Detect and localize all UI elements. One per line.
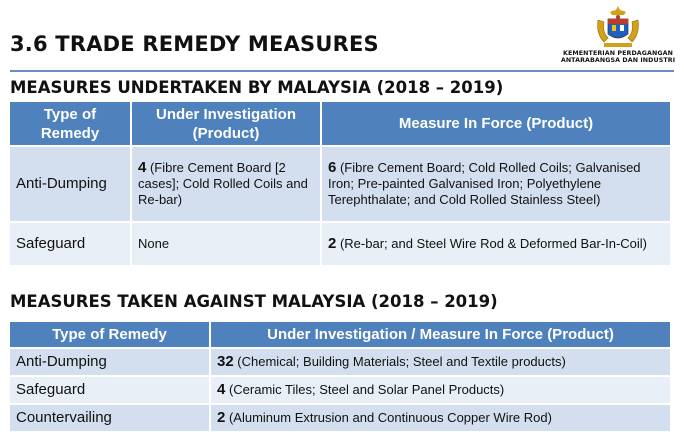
table-row — [9, 222, 671, 266]
table-header-row — [9, 101, 671, 146]
in-force-cell — [321, 222, 671, 266]
count-value: 2 — [217, 409, 226, 426]
product-text: (Re-bar; and Steel Wire Rod & Deformed Bar-In-Coil) — [336, 236, 648, 251]
detail-cell — [210, 348, 671, 376]
remedy-cell: Safeguard — [9, 376, 210, 404]
investigation-cell — [131, 146, 321, 222]
section-divider — [10, 70, 674, 72]
count-value: 4 — [217, 381, 226, 398]
table-row — [9, 404, 671, 432]
count-value: 32 — [217, 353, 234, 370]
table-measures-by-malaysia — [8, 100, 672, 267]
header-measure-in-force: Measure In Force (Product) — [321, 101, 671, 146]
count-value: 2 — [328, 235, 337, 252]
product-text: (Aluminum Extrusion and Continuous Copper Wire Rod) — [225, 410, 552, 425]
product-text: (Ceramic Tiles; Steel and Solar Panel Products) — [225, 382, 505, 397]
remedy-cell: Countervailing — [9, 404, 210, 432]
product-text: (Fibre Cement Board [2 cases]; Cold Rolled Coils and Re-bar) — [138, 160, 308, 207]
table-row — [9, 146, 671, 222]
count-value: 6 — [328, 159, 337, 176]
product-text: (Fibre Cement Board; Cold Rolled Coils; Galvanised Iron; Pre-painted Galvanised Iron; Polyethylene Terephthalate; and Cold Rolled Stainless Steel) — [328, 160, 641, 207]
header-type-of-remedy: Type of Remedy — [9, 101, 131, 146]
header-investigation-measure: Under Investigation / Measure In Force (Product) — [210, 321, 671, 348]
detail-cell — [210, 376, 671, 404]
logo-text-line1: KEMENTERIAN PERDAGANGAN — [563, 50, 673, 57]
table-measures-against-malaysia — [8, 320, 672, 433]
product-text: (Chemical; Building Materials; Steel and Textile products) — [233, 354, 566, 369]
investigation-cell: None — [131, 222, 321, 266]
table-row — [9, 348, 671, 376]
table-header-row — [9, 321, 671, 348]
remedy-cell: Anti-Dumping — [9, 348, 210, 376]
header-type-of-remedy: Type of Remedy — [9, 321, 210, 348]
section1-title: MEASURES UNDERTAKEN BY MALAYSIA (2018 – 2019) — [10, 78, 504, 97]
remedy-cell: Anti-Dumping — [9, 146, 131, 222]
ministry-logo — [558, 4, 678, 68]
page-title: 3.6 TRADE REMEDY MEASURES — [10, 32, 379, 56]
logo-text-line2: ANTARABANGSA DAN INDUSTRI — [560, 57, 676, 64]
in-force-cell — [321, 146, 671, 222]
header-under-investigation: Under Investigation (Product) — [131, 101, 321, 146]
detail-cell — [210, 404, 671, 432]
table-row — [9, 376, 671, 404]
section2-title: MEASURES TAKEN AGAINST MALAYSIA (2018 – 2019) — [10, 292, 498, 311]
coat-of-arms-icon — [590, 4, 646, 50]
count-value: 4 — [138, 159, 147, 176]
remedy-cell: Safeguard — [9, 222, 131, 266]
